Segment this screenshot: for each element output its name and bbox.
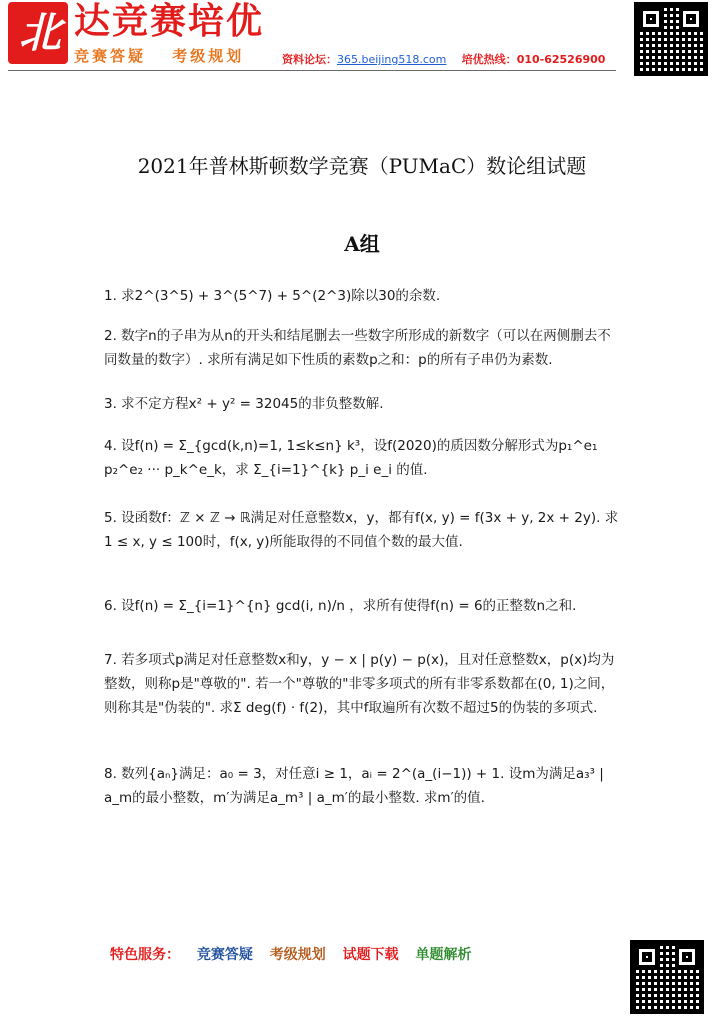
header-contact	[282, 52, 605, 68]
brand-logo: 北	[8, 2, 68, 64]
qr-code-icon	[634, 2, 708, 76]
problem-6: 6. 设f(n) = Σ_{i=1}^{n} gcd(i, n)/n ，求所有使得f(n) = 6的正整数n之和.	[104, 598, 577, 614]
header-divider	[8, 70, 616, 71]
hotline-number: 010-62526900	[516, 53, 606, 66]
footer-services	[110, 944, 472, 964]
forum-label: 资料论坛：	[282, 53, 337, 66]
group-heading: A组	[344, 232, 380, 256]
qr-code-icon	[630, 940, 704, 1014]
problem-3: 3. 求不定方程x² + y² = 32045的非负整数解.	[104, 396, 384, 412]
tagline-exam-planning: 考级规划	[172, 47, 245, 65]
problem-8: 8. 数列{aₙ}满足：a₀ = 3，对任意i ≥ 1，aᵢ = 2^(a_(i−1)) + 1. 设m为满足a₃³ | a_m的最小整数，m′为满足a_m³ | a_m′的最小整数. 求m′的值.	[104, 766, 604, 806]
problem-7: 7. 若多项式p满足对任意整数x和y，y − x | p(y) − p(x)，且对任意整数x，p(x)均为整数，则称p是"尊敬的". 若一个"尊敬的"非零多项式的所有非零系数都在(0, 1)之间，则称其是"伪装的". 求Σ deg(f) · f(2)，其中f取遍所有次数不超过5的伪装的多项式.	[104, 652, 615, 716]
footer-label: 特色服务：	[110, 947, 180, 963]
service-problem-analysis[interactable]: 单题解析	[415, 947, 472, 963]
service-test-download[interactable]: 试题下载	[342, 947, 399, 963]
service-exam-planning[interactable]: 考级规划	[269, 947, 326, 963]
brand-taglines	[74, 46, 262, 66]
problem-2: 2. 数字n的子串为从n的开头和结尾删去一些数字所形成的新数字（可以在两侧删去不同数量的数字）. 求所有满足如下性质的素数p之和：p的所有子串仍为素数.	[104, 328, 611, 368]
problem-1: 1. 求2^(3^5) + 3^(5^7) + 5^(2^3)除以30的余数.	[104, 288, 441, 304]
hotline-label: 培优热线：	[461, 53, 517, 66]
tagline-competition-qa: 竞赛答疑	[74, 47, 147, 65]
brand-name: 达竞赛培优	[74, 1, 265, 42]
forum-link[interactable]: 365.beijing518.com	[337, 53, 447, 66]
problem-5: 5. 设函数f：ℤ × ℤ → ℝ满足对任意整数x，y，都有f(x, y) = f(3x + y, 2x + 2y). 求1 ≤ x, y ≤ 100时，f(x, y)所能取得的不同值个数的最大值.	[104, 510, 619, 550]
problem-4: 4. 设f(n) = Σ_{gcd(k,n)=1, 1≤k≤n} k³，设f(2020)的质因数分解形式为p₁^e₁ p₂^e₂ ··· p_k^e_k，求 Σ_{i=1}^{k} p_i e_i 的值.	[104, 438, 598, 478]
document-title: 2021年普林斯顿数学竞赛（PUMaC）数论组试题	[137, 154, 587, 178]
service-competition-qa[interactable]: 竞赛答疑	[196, 947, 253, 963]
